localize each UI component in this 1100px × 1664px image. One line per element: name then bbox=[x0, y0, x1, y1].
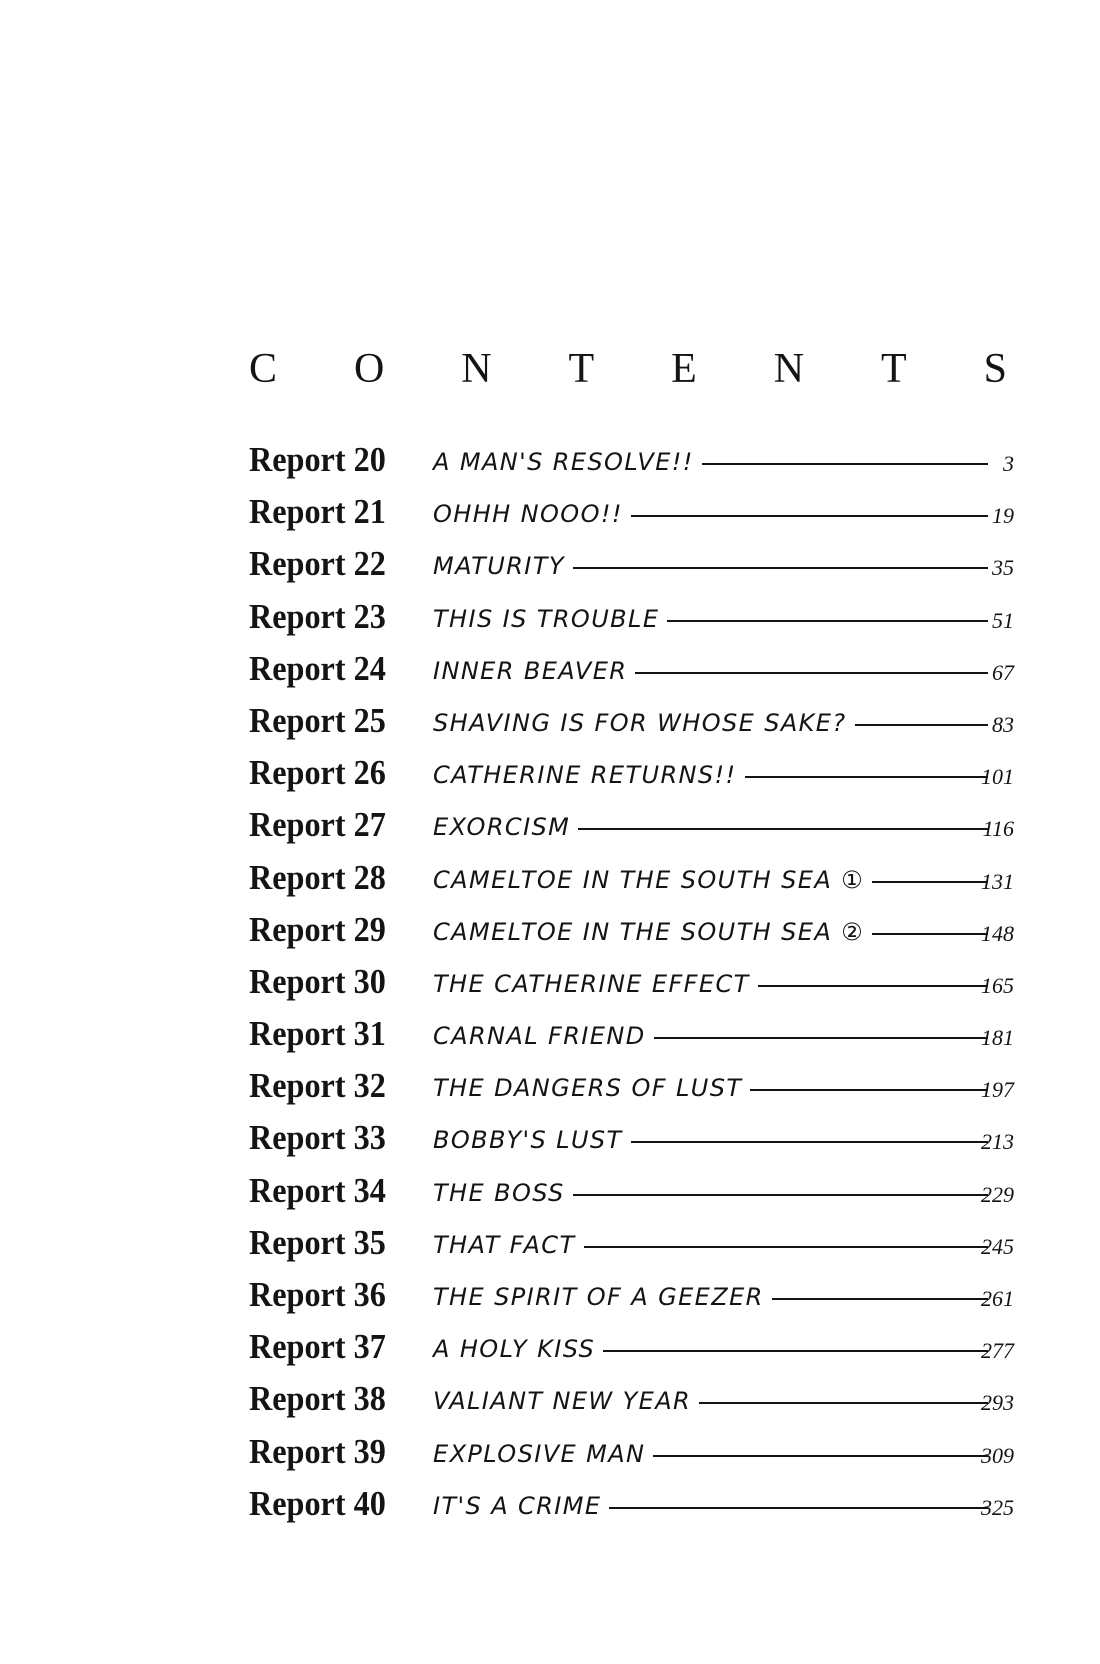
page-number: 116 bbox=[982, 816, 1014, 842]
title-with-leader bbox=[433, 1175, 988, 1211]
title-with-leader bbox=[433, 862, 988, 898]
title-with-leader bbox=[433, 1122, 988, 1158]
toc-entry[interactable] bbox=[0, 1223, 1100, 1275]
title-with-leader bbox=[433, 1383, 988, 1419]
toc-entry[interactable] bbox=[0, 544, 1100, 596]
report-number: Report 23 bbox=[249, 596, 386, 636]
toc-entry[interactable] bbox=[0, 805, 1100, 857]
contents-heading bbox=[249, 348, 1007, 390]
title-with-leader bbox=[433, 1070, 988, 1106]
chapter-title: MATURITY bbox=[433, 552, 565, 581]
title-with-leader bbox=[433, 496, 988, 532]
page-number: 277 bbox=[981, 1338, 1014, 1364]
title-with-leader bbox=[433, 444, 988, 480]
heading-letter: E bbox=[671, 346, 697, 392]
leader-line bbox=[750, 1089, 988, 1091]
heading-letter: T bbox=[568, 346, 595, 392]
heading-letter: O bbox=[353, 346, 385, 392]
chapter-title: THAT FACT bbox=[433, 1230, 576, 1259]
page-number: 101 bbox=[981, 764, 1014, 790]
report-number: Report 28 bbox=[249, 857, 386, 897]
report-number: Report 22 bbox=[249, 544, 386, 584]
chapter-title: EXPLOSIVE MAN bbox=[433, 1439, 646, 1468]
page-number: 261 bbox=[981, 1286, 1014, 1311]
report-number: Report 31 bbox=[249, 1014, 386, 1054]
page-number: 83 bbox=[992, 711, 1014, 737]
toc-entry[interactable] bbox=[0, 440, 1100, 492]
leader-line bbox=[702, 463, 988, 465]
title-with-leader bbox=[433, 1018, 988, 1054]
toc-entry[interactable] bbox=[0, 649, 1100, 701]
chapter-title: CATHERINE RETURNS!! bbox=[433, 761, 737, 790]
report-number: Report 38 bbox=[249, 1379, 386, 1419]
chapter-title: CAMELTOE IN THE SOUTH SEA ① bbox=[433, 865, 865, 894]
report-number: Report 39 bbox=[249, 1431, 386, 1471]
page-number: 35 bbox=[992, 555, 1014, 581]
chapter-title: THE SPIRIT OF A GEEZER bbox=[433, 1283, 764, 1311]
toc-entry[interactable] bbox=[0, 1432, 1100, 1484]
page-number: 19 bbox=[992, 503, 1014, 529]
leader-line bbox=[631, 515, 988, 517]
leader-line bbox=[573, 567, 988, 569]
leader-line bbox=[654, 1037, 988, 1039]
toc-entry[interactable] bbox=[0, 1327, 1100, 1379]
toc-entry[interactable] bbox=[0, 1484, 1100, 1536]
chapter-title: A MAN'S RESOLVE!! bbox=[433, 448, 694, 476]
chapter-title: CAMELTOE IN THE SOUTH SEA ② bbox=[433, 917, 865, 946]
report-number: Report 30 bbox=[249, 961, 386, 1001]
leader-line bbox=[578, 828, 988, 830]
toc-entry[interactable] bbox=[0, 1014, 1100, 1066]
leader-line bbox=[573, 1194, 988, 1196]
chapter-title: THE DANGERS OF LUST bbox=[433, 1074, 743, 1103]
toc-entry[interactable] bbox=[0, 1379, 1100, 1431]
chapter-title: INNER BEAVER bbox=[433, 656, 628, 685]
toc-entry[interactable] bbox=[0, 701, 1100, 753]
report-number: Report 35 bbox=[249, 1222, 386, 1262]
page-number: 197 bbox=[981, 1077, 1014, 1103]
heading-letter: T bbox=[880, 346, 907, 392]
page-number: 67 bbox=[992, 659, 1014, 685]
page-number: 181 bbox=[981, 1025, 1014, 1051]
leader-line bbox=[631, 1141, 988, 1143]
chapter-title: THE CATHERINE EFFECT bbox=[433, 969, 750, 998]
toc-entry[interactable] bbox=[0, 858, 1100, 910]
page-number: 51 bbox=[992, 607, 1014, 633]
leader-line bbox=[667, 620, 988, 622]
chapter-title: SHAVING IS FOR WHOSE SAKE? bbox=[433, 708, 847, 737]
heading-letter: N bbox=[773, 346, 805, 392]
report-number: Report 25 bbox=[249, 700, 386, 740]
page-number: 148 bbox=[981, 920, 1014, 946]
report-number: Report 34 bbox=[249, 1170, 386, 1210]
page-number: 309 bbox=[981, 1442, 1014, 1468]
title-with-leader bbox=[433, 548, 988, 584]
chapter-title: CARNAL FRIEND bbox=[433, 1022, 646, 1051]
leader-line bbox=[699, 1402, 988, 1404]
toc-entry[interactable] bbox=[0, 1275, 1100, 1327]
title-with-leader bbox=[433, 1488, 988, 1524]
title-with-leader bbox=[433, 914, 988, 950]
leader-line bbox=[609, 1507, 988, 1509]
leader-line bbox=[603, 1350, 988, 1352]
leader-line bbox=[653, 1455, 988, 1457]
leader-line bbox=[745, 776, 988, 778]
chapter-title: OHHH NOOO!! bbox=[433, 500, 623, 529]
title-with-leader bbox=[433, 601, 988, 637]
report-number: Report 40 bbox=[249, 1483, 386, 1523]
page-number: 325 bbox=[981, 1494, 1014, 1520]
toc-entry[interactable] bbox=[0, 1118, 1100, 1170]
heading-letter: C bbox=[249, 346, 278, 392]
title-with-leader bbox=[433, 1331, 988, 1367]
toc-entry[interactable] bbox=[0, 753, 1100, 805]
chapter-title: A HOLY KISS bbox=[433, 1335, 596, 1364]
title-with-leader bbox=[433, 705, 988, 741]
chapter-title: THE BOSS bbox=[433, 1178, 565, 1207]
report-number: Report 33 bbox=[249, 1118, 386, 1158]
heading-letter: N bbox=[461, 346, 492, 392]
heading-letter: S bbox=[983, 346, 1007, 392]
table-of-contents bbox=[0, 440, 1100, 1536]
chapter-title: IT'S A CRIME bbox=[433, 1491, 602, 1520]
toc-entry[interactable] bbox=[0, 597, 1100, 649]
toc-entry[interactable] bbox=[0, 962, 1100, 1014]
page-number: 245 bbox=[981, 1233, 1014, 1259]
title-with-leader bbox=[433, 1227, 988, 1263]
toc-entry[interactable] bbox=[0, 1171, 1100, 1223]
toc-entry[interactable] bbox=[0, 910, 1100, 962]
report-number: Report 29 bbox=[249, 909, 386, 949]
title-with-leader bbox=[433, 1279, 988, 1315]
report-number: Report 20 bbox=[249, 440, 386, 479]
toc-entry[interactable] bbox=[0, 492, 1100, 544]
page-number: 293 bbox=[981, 1390, 1014, 1416]
page-number: 3 bbox=[1003, 451, 1014, 476]
title-with-leader bbox=[433, 966, 988, 1002]
report-number: Report 37 bbox=[249, 1327, 386, 1367]
title-with-leader bbox=[433, 653, 988, 689]
title-with-leader bbox=[433, 809, 988, 845]
report-number: Report 32 bbox=[249, 1066, 386, 1106]
page-number: 213 bbox=[981, 1129, 1014, 1155]
page-number: 165 bbox=[981, 972, 1014, 998]
report-number: Report 27 bbox=[249, 805, 386, 845]
chapter-title: BOBBY'S LUST bbox=[433, 1126, 623, 1155]
report-number: Report 21 bbox=[249, 492, 386, 532]
chapter-title: VALIANT NEW YEAR bbox=[433, 1387, 692, 1416]
report-number: Report 36 bbox=[249, 1275, 386, 1314]
page-number: 229 bbox=[981, 1181, 1014, 1207]
title-with-leader bbox=[433, 757, 988, 793]
chapter-title: THIS IS TROUBLE bbox=[433, 604, 660, 633]
report-number: Report 24 bbox=[249, 648, 386, 688]
report-number: Report 26 bbox=[249, 753, 386, 793]
leader-line bbox=[635, 672, 988, 674]
chapter-title: EXORCISM bbox=[433, 813, 571, 842]
page-number: 131 bbox=[981, 868, 1014, 894]
toc-entry[interactable] bbox=[0, 1066, 1100, 1118]
title-with-leader bbox=[433, 1436, 988, 1472]
leader-line bbox=[584, 1246, 988, 1248]
